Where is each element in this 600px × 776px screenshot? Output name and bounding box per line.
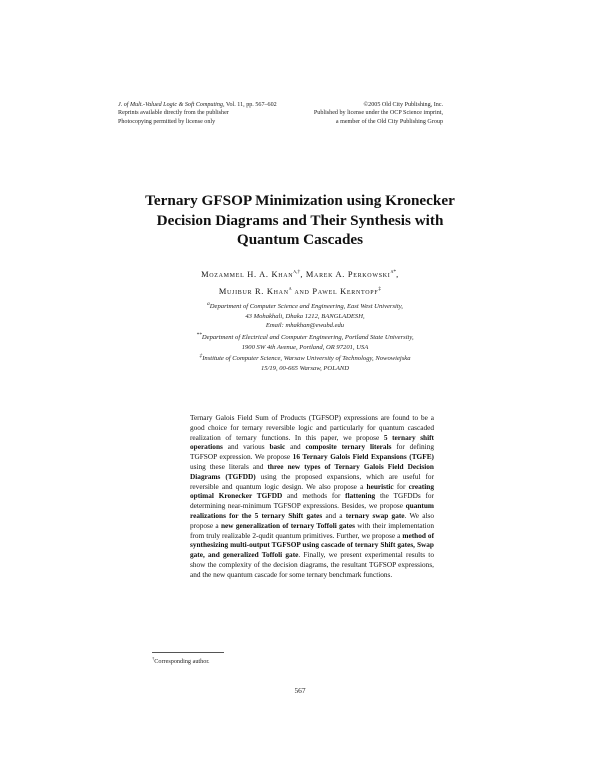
author-mark: a* (390, 269, 397, 275)
abstract-emphasis: flattening (345, 491, 376, 501)
affiliation-mark: ‡ (199, 353, 203, 360)
footnote-rule (152, 652, 224, 653)
affiliation-b (160, 331, 450, 352)
footnote (152, 656, 210, 665)
abstract-text: and various (222, 442, 270, 452)
reprints-note: Reprints available directly from the publisher (118, 110, 229, 117)
affiliation-mark: a (207, 301, 210, 307)
affiliation-c (160, 352, 450, 373)
abstract-text: . We also propose a (190, 510, 434, 530)
abstract-text: and a (322, 510, 346, 520)
abstract-text: . Finally, we present experimental results to show the complexity of the decision diagrams, the resultant TGFSOP expressions, and the new quantum cascade for some ternary benchmark functions. (190, 550, 434, 579)
abstract-emphasis: ternary swap gate (345, 510, 405, 520)
abstract-emphasis: quantum realizations for the 5 ternary Shift gates (190, 501, 434, 520)
abstract-text: with their implementation from truly realizable 2-qudit quantum primitives. Further, we propose a (190, 520, 434, 540)
title-line-3: Quantum Cascades (236, 231, 364, 249)
abstract-emphasis: 5 ternary shift operations (190, 432, 434, 452)
affiliations (160, 300, 450, 374)
abstract-emphasis: basic (269, 442, 286, 452)
affiliation-line: 15/19, 00-665 Warsaw, POLAND (260, 365, 350, 373)
title-line-2: Decision Diagrams and Their Synthesis with (156, 211, 444, 229)
abstract-emphasis: creating optimal Kronecker TGFDD (190, 481, 434, 501)
affiliation-line: 1900 SW 4th Avenue, Portland, OR 97201, USA (241, 343, 369, 351)
author-mark: ‡ (378, 286, 382, 293)
copyright-line: ©2005 Old City Publishing, Inc. (363, 102, 443, 108)
abstract-text: Ternary Galois Field Sum of Products (TGFSOP) expressions are found to be a good choice for ternary reversible logic and particularly for quantum cascaded realization of ternary functions. In this paper, we propose (190, 413, 434, 442)
author-mark: a,† (293, 269, 301, 275)
paper-title (60, 191, 540, 250)
affiliation-email: Email: mhakhan@ewubd.edu (265, 322, 345, 330)
author-conjunction: and (294, 287, 310, 297)
abstract-text: using these literals and (190, 461, 268, 471)
abstract-emphasis: 16 Ternary Galois Field Expansions (TGFE) (292, 452, 434, 462)
author-mark: a (288, 286, 292, 293)
affiliation-mark: ** (196, 331, 202, 338)
author-name: Mujibur R. Khan (218, 287, 289, 297)
license-line: Published by license under the OCP Science imprint, (313, 110, 443, 117)
publisher-group-line: a member of the Old City Publishing Group (335, 118, 443, 125)
abstract (190, 413, 434, 580)
abstract-text: for (393, 481, 409, 491)
author-list: Mozammel H. A. Khan$^{a,\dagger}$, Marek A. Perkowski$^{a*}$, Mujibur R. Khan$^a$ and Pawel Kerntopf‡ (201, 269, 399, 297)
abstract-text: the TGFDDs for determining near-minimum TGFSOP expressions. Besides, we propose (190, 491, 434, 511)
abstract-emphasis: composite ternary literals (305, 442, 392, 452)
affiliation-line: Department of Electrical and Computer Engineering, Portland State University, (201, 334, 414, 342)
footnote-text: Corresponding author. (154, 658, 210, 666)
journal-volume: , Vol. 11, pp. 567–602 (222, 102, 277, 108)
abstract-text: and (285, 442, 306, 452)
title-line-1: Ternary GFSOP Minimization using Kronecker (145, 192, 455, 209)
author-name: Pawel Kerntopf (312, 287, 379, 297)
abstract-text: using the proposed expansions, which are useful for reversible and quantum logic design. We also propose a (190, 471, 434, 491)
journal-name: J. of Mult.-Valued Logic & Soft Computing (118, 102, 223, 108)
affiliation-line: Institute of Computer Science, Warsaw University of Technology, Nowowiejska (202, 355, 411, 363)
abstract-emphasis: method of synthesizing multi-output TGFSOP using cascade of ternary Shift gates, Swap gate, and generalized Toffoli gate (190, 530, 434, 560)
journal-header-right (263, 101, 443, 126)
abstract-emphasis: three new types of Ternary Galois Field Decision Diagrams (TGFDD) (190, 461, 434, 481)
abstract-text: and methods for (282, 491, 346, 501)
abstract-text: for defining TGFSOP expression. We propose (190, 442, 434, 462)
photocopy-note: Photocopying permitted by license only (118, 118, 216, 125)
footnote-mark: † (152, 656, 155, 661)
author-name: Marek A. Perkowski (305, 269, 391, 279)
affiliation-line: 43 Mohakhali, Dhaka 1212, BANGLADESH, (245, 312, 365, 320)
abstract-emphasis: new generalization of ternary Toffoli gates (220, 520, 355, 530)
abstract-emphasis: heuristic (366, 481, 394, 491)
affiliation-line: Department of Computer Science and Engineering, East West University, (209, 303, 403, 311)
page-number: 567 (294, 686, 306, 695)
affiliation-a (160, 300, 450, 331)
author-name: Mozammel H. A. Khan (201, 269, 294, 279)
